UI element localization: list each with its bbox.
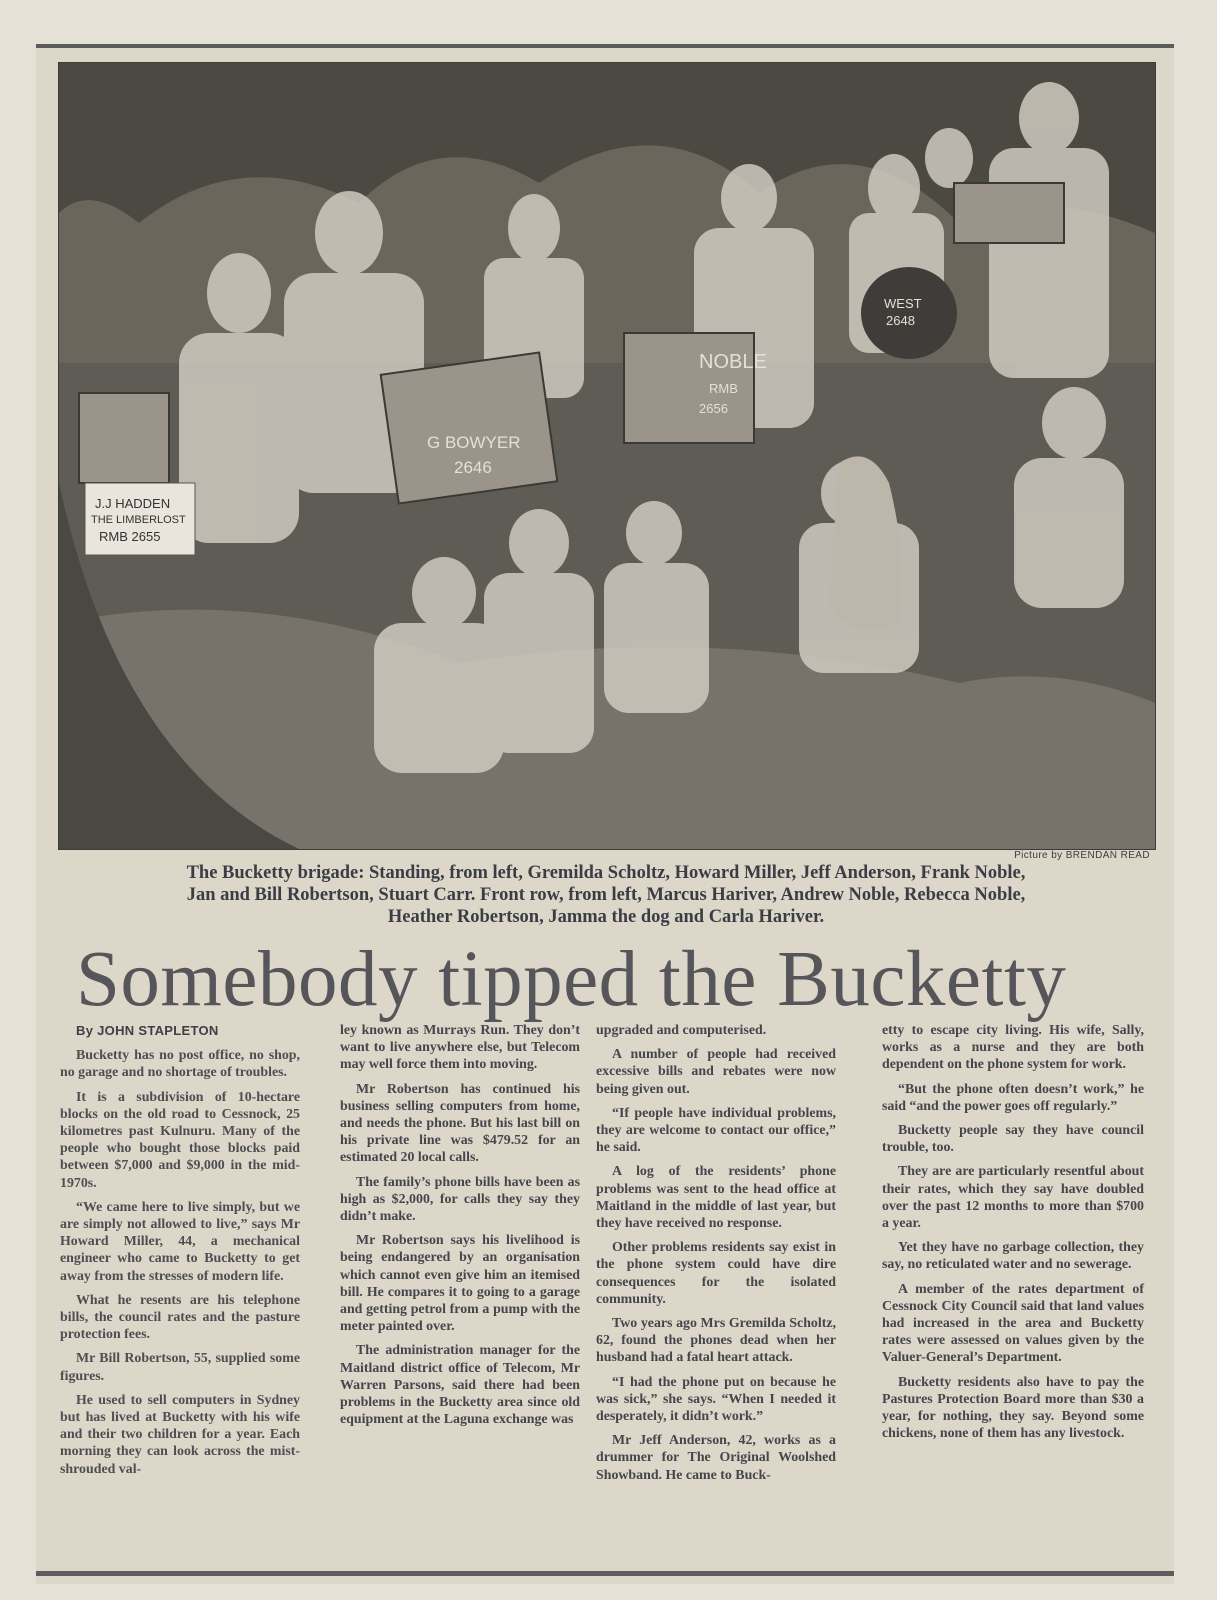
paragraph: “We came here to live simply, but we are simply not allowed to live,” says Mr Howard Miller, 44, a mechanical engineer who came to Bucketty to get away from the stresses of modern life. (60, 1199, 300, 1284)
svg-text:WEST: WEST (884, 296, 922, 311)
caption-line: The Bucketty brigade: Standing, from left, Gremilda Scholtz, Howard Miller, Jeff Anderson, Frank Noble, (186, 863, 1026, 883)
paragraph: What he resents are his telephone bills, the council rates and the pasture protection fees. (60, 1292, 300, 1343)
svg-text:2646: 2646 (454, 458, 492, 477)
paragraph: A number of people had received excessive bills and rebates were now being given out. (596, 1047, 836, 1097)
paragraph: Bucketty people say they have council trouble, too. (882, 1123, 1144, 1156)
paragraph: Mr Robertson says his livelihood is being endangered by an organisation which cannot even give him an itemised bill. He compares it to going to a garage and getting petrol from a pump with the meter painted over. (340, 1233, 580, 1335)
paragraph: Bucketty has no post office, no shop, no garage and no shortage of troubles. (60, 1048, 300, 1081)
article-column-4 (882, 1022, 1144, 1449)
paragraph: “If people have individual problems, they are welcome to contact our office,” he said. (596, 1105, 836, 1156)
paragraph: etty to escape city living. His wife, Sally, works as a nurse and they are both dependent on the phone system for work. (882, 1023, 1144, 1073)
byline: By JOHN STAPLETON (76, 1023, 219, 1038)
svg-text:THE LIMBERLOST: THE LIMBERLOST (91, 514, 186, 526)
paragraph: The family’s phone bills have been as high as $2,000, for calls they say they didn’t make. (340, 1174, 580, 1225)
article-column-1 (60, 1022, 300, 1485)
svg-text:RMB 2655: RMB 2655 (99, 529, 161, 544)
svg-text:RMB: RMB (709, 381, 738, 396)
paragraph: They are are particularly resentful about their rates, which they say have doubled over the past 12 months to more than $700 a year. (882, 1164, 1144, 1232)
newspaper-clipping (36, 44, 1174, 1584)
paragraph: upgraded and computerised. (596, 1023, 767, 1038)
paragraph: He used to sell computers in Sydney but has lived at Bucketty with his wife and their two children for a year. Each morning they can look across the mist-shrouded val- (60, 1392, 300, 1477)
svg-text:NOBLE: NOBLE (699, 351, 767, 373)
svg-text:G BOWYER: G BOWYER (427, 433, 521, 452)
paragraph: A log of the residents’ phone problems was sent to the head office at Maitland in the middle of last year, but they have received no response. (596, 1164, 836, 1232)
paragraph: Other problems residents say exist in the phone system could have dire consequences for the isolated community. (596, 1240, 836, 1307)
article-column-3 (596, 1022, 836, 1491)
paragraph: Mr Robertson has continued his business selling computers from home, and needs the phone. But his last bill on his private line was $479.52 for an estimated 20 local calls. (340, 1081, 580, 1166)
photo-credit: Picture by BRENDAN READ (1014, 850, 1150, 861)
paragraph: Two years ago Mrs Gremilda Scholtz, 62, found the phones dead when her husband had a fatal heart attack. (596, 1316, 836, 1366)
svg-text:2656: 2656 (699, 401, 728, 416)
photo-illustration (59, 63, 1155, 849)
news-photo (58, 62, 1156, 850)
headline: Somebody tipped the Bucketty (76, 936, 1067, 1023)
paragraph: Mr Jeff Anderson, 42, works as a drummer for The Original Woolshed Showband. He came to Buck- (596, 1433, 836, 1483)
svg-text:J.J HADDEN: J.J HADDEN (95, 496, 171, 511)
paragraph: It is a subdivision of 10-hectare blocks on the old road to Cessnock, 25 kilometres past Kulnuru. Many of the people who bought those blocks paid between $7,000 and $9,000 in the mid-1970s. (60, 1089, 300, 1191)
caption-line: Jan and Bill Robertson, Stuart Carr. Front row, from left, Marcus Hariver, Andrew Noble, Rebecca Noble, (186, 885, 1026, 905)
caption-line: Heather Robertson, Jamma the dog and Carla Hariver. (387, 907, 825, 927)
paragraph: Yet they have no garbage collection, they say, no reticulated water and no sewerage. (882, 1240, 1144, 1273)
svg-text:2648: 2648 (886, 313, 915, 328)
paragraph: The administration manager for the Maitland district office of Telecom, Mr Warren Parsons, said there had been problems in the Bucketty area since old equipment at the Laguna exchange was (340, 1343, 580, 1428)
paragraph: Mr Bill Robertson, 55, supplied some figures. (60, 1351, 300, 1384)
paragraph: “But the phone often doesn’t work,” he said “and the power goes off regularly.” (882, 1081, 1144, 1114)
paragraph: ley known as Murrays Run. They don’t want to live anywhere else, but Telecom may well force them into moving. (340, 1023, 580, 1073)
top-rule (36, 44, 1174, 48)
article-column-2 (340, 1022, 580, 1435)
bottom-rule (36, 1571, 1174, 1576)
photo-caption (58, 862, 1154, 928)
paragraph: “I had the phone put on because he was sick,” she says. “When I needed it desperately, it didn’t work.” (596, 1374, 836, 1425)
paragraph: A member of the rates department of Cessnock City Council said that land values had increased in the area and Bucketty rates were assessed on values given by the Valuer-General’s Department. (882, 1281, 1144, 1366)
paragraph: Bucketty residents also have to pay the Pastures Protection Board more than $30 a year, for nothing, they say. Beyond some chickens, none of them has any livestock. (882, 1374, 1144, 1442)
